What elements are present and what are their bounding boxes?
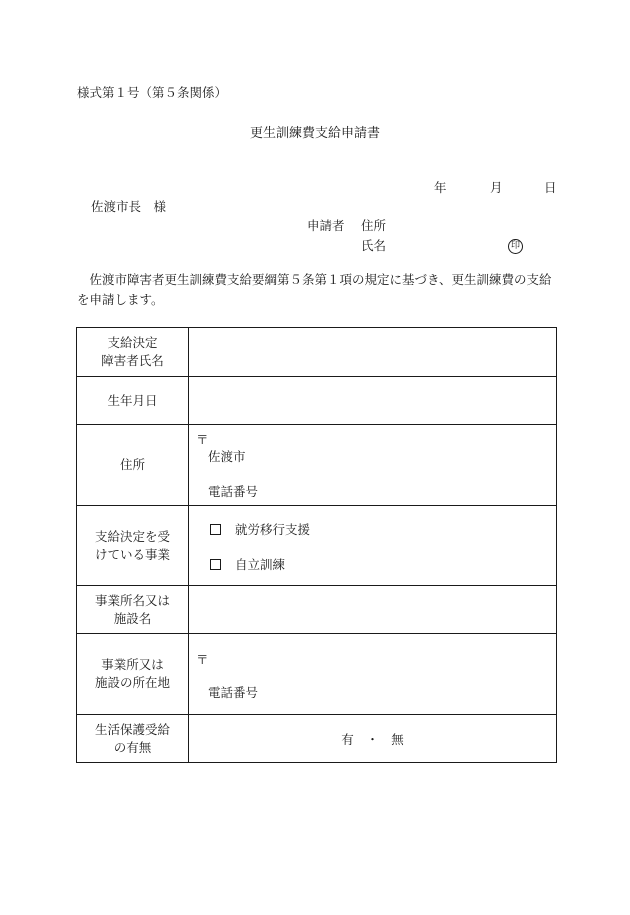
address-postal-mark: 〒 xyxy=(196,432,209,447)
label-facility-address: 事業所又は 施設の所在地 xyxy=(77,634,189,715)
label-facility-name: 事業所名又は 施設名 xyxy=(77,586,189,634)
seal-mark xyxy=(508,236,523,254)
document-title: 更生訓練費支給申請書 xyxy=(249,126,380,141)
field-facility-address[interactable] xyxy=(189,634,557,715)
checkbox-icon[interactable] xyxy=(210,524,221,535)
field-recipient-name[interactable] xyxy=(189,328,557,377)
applicant-label: 申請者 xyxy=(307,218,345,233)
option-employment-transition[interactable]: 就労移行支援 xyxy=(210,520,310,538)
facility-phone-label: 電話番号 xyxy=(208,685,259,700)
body-text: 佐渡市障害者更生訓練費支給要綱第５条第１項の規定に基づき、更生訓練費の支給を申請します。 xyxy=(77,272,552,307)
date-line xyxy=(434,178,557,196)
option-independence-training[interactable]: 自立訓練 xyxy=(210,555,285,573)
address-city: 佐渡市 xyxy=(208,449,246,464)
applicant-address-label: 住所 xyxy=(361,218,387,233)
facility-postal-mark: 〒 xyxy=(196,652,209,667)
checkbox-icon[interactable] xyxy=(210,559,221,570)
application-table xyxy=(76,327,557,763)
addressee: 佐渡市長 様 xyxy=(91,199,167,214)
field-welfare-status[interactable] xyxy=(189,715,557,763)
applicant-name-label: 氏名 xyxy=(361,238,387,253)
date-month: 月 xyxy=(490,180,503,195)
label-service-type: 支給決定を受 けている事業 xyxy=(77,506,189,586)
date-year: 年 xyxy=(434,180,447,195)
label-welfare-status: 生活保護受給 の有無 xyxy=(77,715,189,763)
seal-icon: 印 xyxy=(508,239,523,254)
field-address[interactable] xyxy=(189,425,557,506)
label-recipient-name: 支給決定 障害者氏名 xyxy=(77,328,189,377)
welfare-yes-no[interactable]: 有 ・ 無 xyxy=(341,731,404,747)
address-phone-label: 電話番号 xyxy=(208,484,259,499)
label-address: 住所 xyxy=(77,425,189,506)
field-service-type xyxy=(189,506,557,586)
field-birthdate[interactable] xyxy=(189,377,557,425)
form-number: 様式第１号（第５条関係） xyxy=(77,85,228,100)
label-birthdate: 生年月日 xyxy=(77,377,189,425)
field-facility-name[interactable] xyxy=(189,586,557,634)
date-day: 日 xyxy=(544,180,557,195)
